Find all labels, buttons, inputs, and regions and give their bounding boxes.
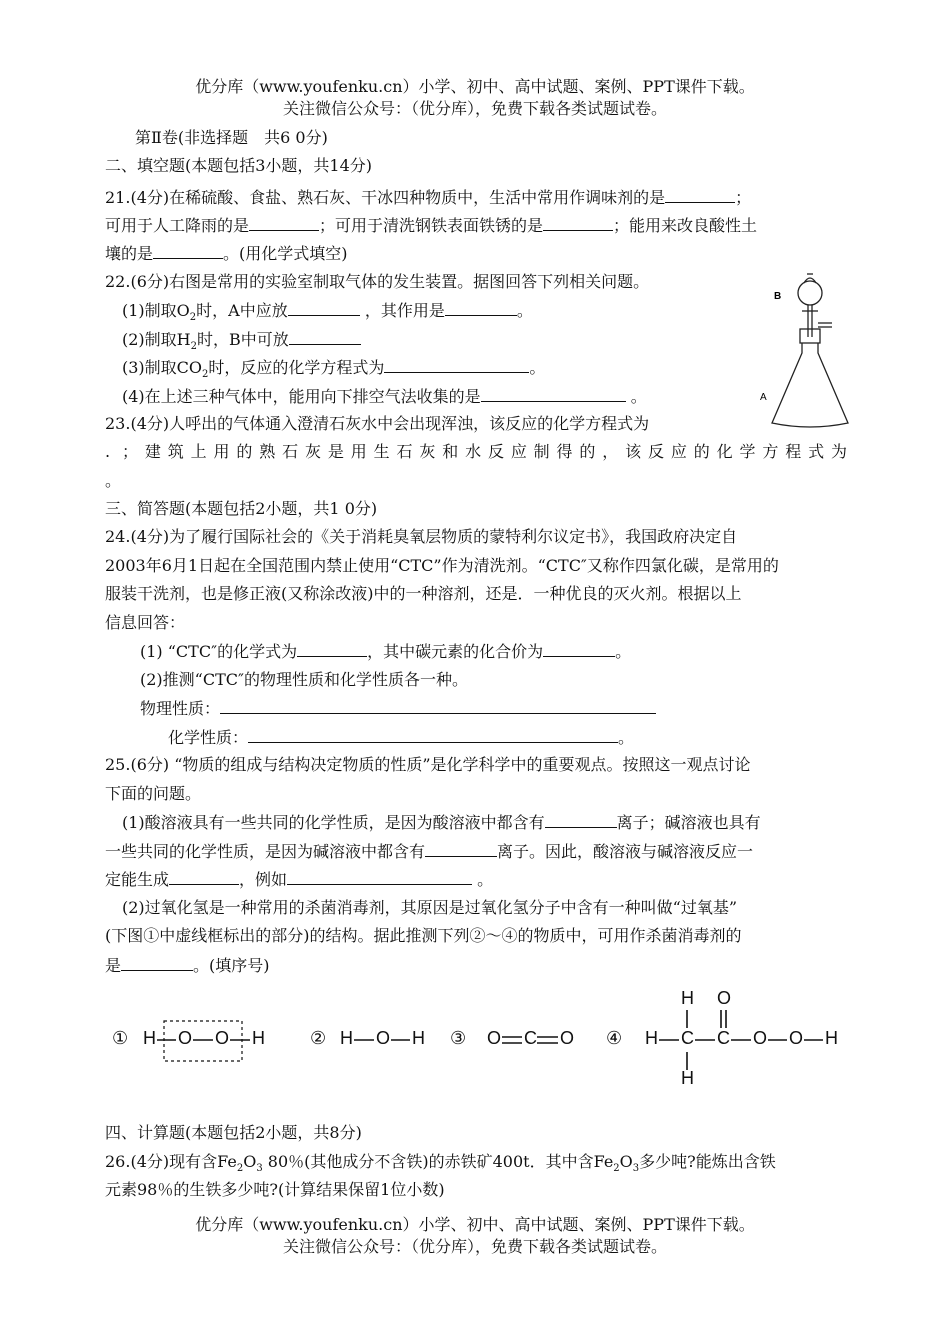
formula-2-number: ② (310, 1028, 327, 1048)
atom-o: O (753, 1028, 768, 1048)
section-4-title: 四、计算题(本题包括2小题，共8分) (105, 1123, 362, 1142)
q24-line-1: 24.(4分)为了履行国际社会的《关于消耗臭氧层物质的蒙特利尔议定书》，我国政府决定自 (105, 527, 738, 546)
atom-h: H (681, 1068, 694, 1088)
q25-part-2-line-1: (2)过氧化氢是一种常用的杀菌消毒剂，其原因是过氧化氢分子中含有一种叫做“过氧基” (122, 898, 738, 917)
header-line-2: 关注微信公众号：（优分库），免费下载各类试题试卷。 (282, 99, 667, 118)
footer-line-2: 关注微信公众号：（优分库），免费下载各类试题试卷。 (282, 1237, 667, 1256)
label-b: B (774, 291, 782, 302)
q24-line-4: 信息回答： (105, 613, 186, 632)
q21-line-1: 21.(4分)在稀硫酸、食盐、熟石灰、干冰四种物质中，生活中常用作调味剂的是 ； (105, 188, 752, 207)
q22-stem: 22.(6分)右图是常用的实验室制取气体的发生装置。据图回答下列相关问题。 (105, 272, 650, 291)
q22-part-1: (1)制取$O_2$时，A中应放 ，其作用是 。 (122, 301, 533, 324)
atom-h: H (645, 1028, 658, 1048)
q25-part-1-line-2: 一些共同的化学性质，是因为碱溶液中都含有 离子。因此，酸溶液与碱溶液反应一 (105, 842, 754, 861)
formula-bonds (0, 980, 950, 1095)
q24-physical: 物理性质： (140, 697, 656, 720)
q21-line-3: 壤的是 。(用化学式填空) (105, 244, 348, 263)
q24-line-3: 服装干洗剂，也是修正液(又称涂改液)中的一种溶剂，还是．一种优良的灭火剂。根据以上 (105, 584, 742, 603)
atom-o: O (717, 988, 732, 1008)
atom-h: H (143, 1028, 156, 1048)
q24-part-1: (1) “CTC″的化学式为 ，其中碳元素的化合价为 。 (140, 642, 632, 661)
header-line-1: 优分库（www.youfenku.cn）小学、初中、高中试题、案例、PPT课件下载。 (195, 77, 755, 96)
q26-line-1: 26.(4分)现有含$Fe_2O_3$ 80％(其他成分不含铁)的赤铁矿400t．其中含$Fe_2O_3$多少吨?能炼出含铁 (105, 1152, 776, 1175)
atom-o: O (376, 1028, 391, 1048)
section-2-title: 二、填空题(本题包括3小题，共14分) (105, 156, 373, 175)
atom-c: C (681, 1028, 694, 1048)
q22-part-2: (2)制取$H_2$时，B中可放 (122, 328, 361, 358)
section-3-title: 三、简答题(本题包括2小题，共1 0分) (105, 499, 378, 518)
atom-c: C (524, 1028, 537, 1048)
atom-o: O (560, 1028, 575, 1048)
q23-line-2: . ；建筑上用的熟石灰是用生石灰和水反应制得的，该反应的化学方程式为 (105, 442, 847, 461)
q22-part-4: (4)在上述三种气体中，能用向下排空气法收集的是 。 (122, 387, 647, 406)
q25-line-2: 下面的问题。 (105, 784, 202, 803)
q24-part-2: (2)推测“CTC″的物理性质和化学性质各一种。 (140, 670, 468, 689)
q26-line-2: 元素98％的生铁多少吨?(计算结果保留1位小数) (105, 1180, 445, 1199)
q25-part-2-line-2: (下图①中虚线框标出的部分)的结构。据此推测下列②～④的物质中，可用作杀菌消毒剂的 (105, 926, 742, 945)
atom-c: C (717, 1028, 730, 1048)
atom-h: H (681, 988, 694, 1008)
q25-part-1-line-3: 定能生成 ，例如 。 (105, 870, 494, 889)
q24-line-2: 2003年6月1日起在全国范围内禁止使用“CTC”作为清洗剂。“CTC″又称作四氯化碳，是常用的 (105, 556, 779, 575)
atom-h: H (340, 1028, 353, 1048)
q23-line-1: 23.(4分)人呼出的气体通入澄清石灰水中会出现浑浊，该反应的化学方程式为 (105, 414, 650, 433)
volume-title: 第Ⅱ卷(非选择题 共6 0分) (135, 128, 328, 147)
q25-line-1: 25.(6分) “物质的组成与结构决定物质的性质”是化学科学中的重要观点。按照这一观点讨论 (105, 755, 751, 774)
formula-1-number: ① (112, 1028, 129, 1048)
q22-part-3: (3)制取$CO_2$时，反应的化学方程式为 。 (122, 358, 546, 381)
label-a: A (760, 392, 767, 403)
q24-chemical: 化学性质： 。 (168, 728, 635, 747)
atom-h: H (825, 1028, 838, 1048)
atom-o: O (215, 1028, 230, 1048)
atom-o: O (789, 1028, 804, 1048)
atom-h: H (252, 1028, 265, 1048)
formula-4-number: ④ (606, 1028, 623, 1048)
atom-h: H (412, 1028, 425, 1048)
gas-generator-apparatus-icon (760, 265, 860, 435)
formula-3-number: ③ (450, 1028, 467, 1048)
atom-o: O (178, 1028, 193, 1048)
q25-part-2-line-3: 是 。(填序号) (105, 956, 270, 975)
q23-line-3: 。 (105, 471, 122, 490)
q21-line-2: 可用于人工降雨的是 ；可用于清洗钢铁表面铁锈的是 ；能用来改良酸性土 (105, 216, 758, 235)
footer-line-1: 优分库（www.youfenku.cn）小学、初中、高中试题、案例、PPT课件下载。 (195, 1215, 755, 1234)
atom-o: O (487, 1028, 502, 1048)
q25-part-1-line-1: (1)酸溶液具有一些共同的化学性质，是因为酸溶液中都含有 离子；碱溶液也具有 (122, 813, 761, 832)
